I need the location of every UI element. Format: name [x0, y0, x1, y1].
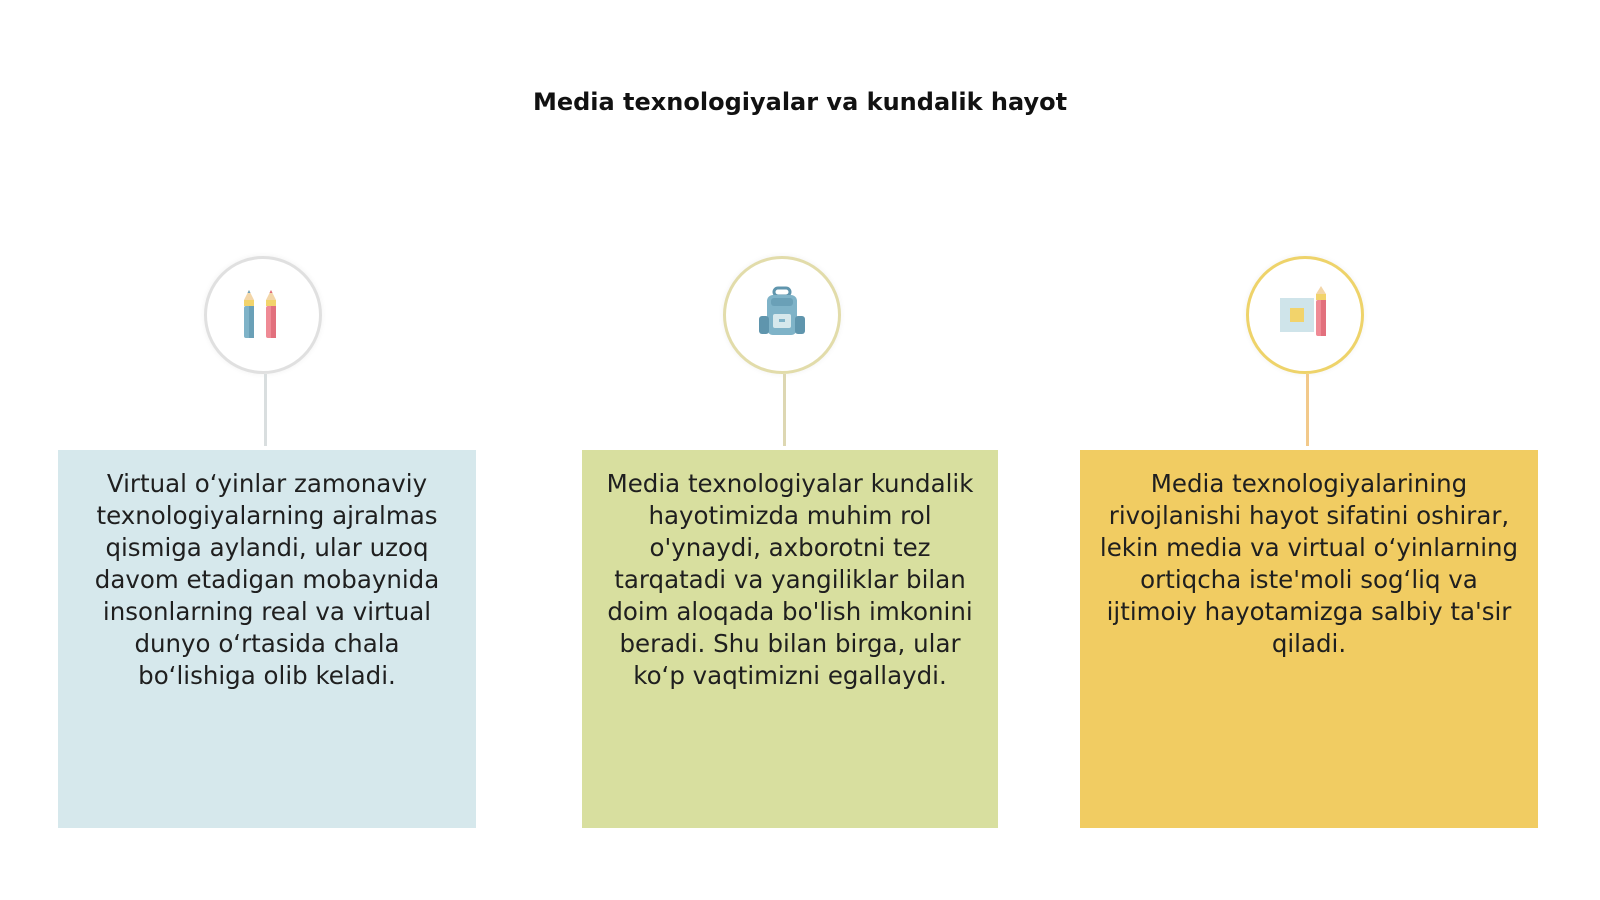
picture-pencil-icon [1276, 286, 1334, 344]
info-card [58, 450, 476, 828]
info-card [582, 450, 998, 828]
info-card [1080, 450, 1538, 828]
backpack-icon [753, 286, 811, 344]
icon-circle [204, 256, 322, 374]
icon-circle [1246, 256, 1364, 374]
slide-title: Media texnologiyalar va kundalik hayot [532, 88, 1068, 116]
connector-line [264, 374, 267, 446]
icon-circle [723, 256, 841, 374]
card-text: Media texnologiyalarining rivojlanishi hayot sifatini oshirar, lekin media va virtual o‘yinlarning ortiqcha iste'moli sog‘liq va ijtimoiy hayotamizga salbiy ta'sir qiladi. [1099, 469, 1519, 658]
connector-line [1306, 374, 1309, 446]
column-virtual-games [58, 0, 476, 900]
card-text: Media texnologiyalar kundalik hayotimizda muhim rol o'ynaydi, axborotni tez tarqatadi va yangiliklar bilan doim aloqada bo'lish imkonini beradi. Shu bilan birga, ular ko‘p vaqtimizni egallaydi. [606, 469, 974, 690]
column-daily-life [582, 0, 998, 900]
pencils-icon [234, 286, 292, 344]
connector-line [783, 374, 786, 446]
card-text: Virtual o‘yinlar zamonaviy texnologiyalarning ajralmas qismiga aylandi, ular uzoq davom etadigan mobaynida insonlarning real va virtual dunyo o‘rtasida chala bo‘lishiga olib keladi. [94, 469, 440, 690]
column-quality-of-life [1080, 0, 1538, 900]
